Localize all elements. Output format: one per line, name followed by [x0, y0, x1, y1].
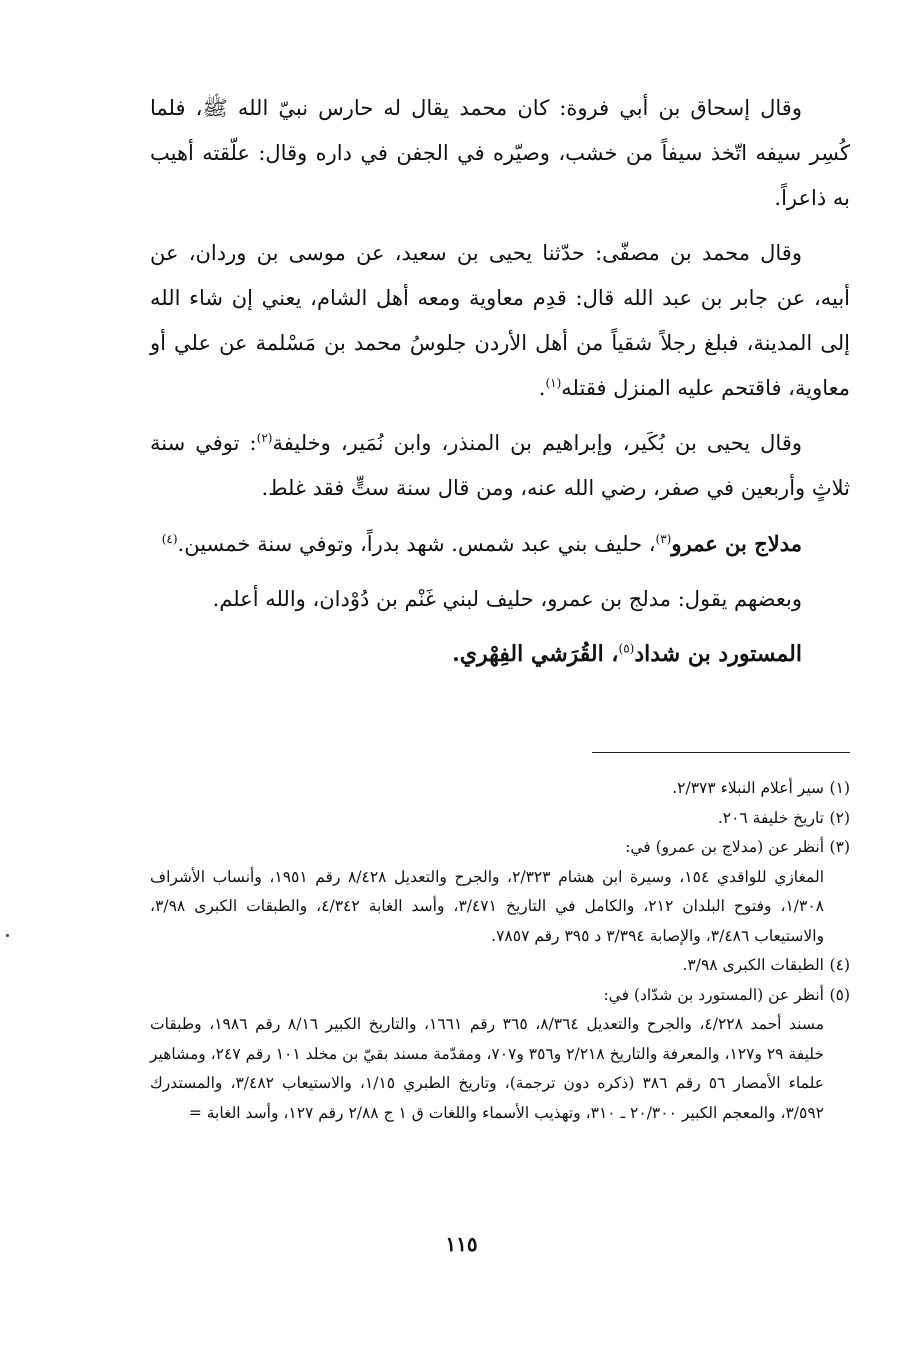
entry-heading-tail: ، القُرَشي الفِهْري.: [452, 641, 619, 667]
footnote-number: (٢): [829, 808, 850, 827]
footnote-number: (١): [829, 779, 850, 797]
footnote-text: سير أعلام النبلاء ٢/٣٧٣.: [672, 779, 824, 797]
paragraph-tail: .: [538, 376, 546, 400]
footnote-ref[interactable]: (٣): [655, 532, 672, 546]
footnote-text: أنظر عن (المستورد بن شدّاد) في:: [603, 985, 824, 1004]
paragraph-3: [150, 421, 850, 511]
footnote-text: الطبقات الكبرى ٣/٩٨.: [682, 956, 824, 974]
entry-name: المستورد بن شداد: [634, 641, 802, 667]
footnote-ref[interactable]: (٤): [161, 532, 178, 546]
main-text: [150, 86, 850, 677]
paragraph-2: [150, 231, 850, 411]
paragraph-text: وقال إسحاق بن أبي فروة: كان محمد يقال له حارس نبيّ الله ﷺ، فلما كُسِر سيفه اتّخذ سيفاً من خشب، وصيّره في الجفن في داره وقال: علّقته أهيب به ذاعراً.: [150, 96, 850, 210]
footnote-number: (٣): [829, 838, 850, 856]
footnote-ref[interactable]: (١): [545, 376, 562, 390]
footnotes: [150, 774, 850, 1128]
footnote-5-sources: مسند أحمد ٤/٢٢٨، والجرح والتعديل ٨/٣٦٤، ٣٦٥ رقم ١٦٦١، والتاريخ الكبير ٨/١٦ رقم ١٩٨٦، وطبقات خليفة ٢٩ و١٢٧، والمعرفة والتاريخ ٢/٢١٨ و٣٥٦ و٧٠٧، ومقدّمة مسند بقيّ بن مخلد ١٠١ رقم ٢٤٧، ومشاهير علماء الأمصار ٥٦ رقم ٣٨٦ (ذكره دون ترجمة)، وتاريخ الطبري ١/١٥، والاستيعاب ٣/٤٨٢، والمستدرك ٣/٥٩٢، والمعجم الكبير ٢٠/٣٠٠ ـ ٣١٠، وتهذيب الأسماء واللغات ق ١ ج ٢/٨٨ رقم ١٢٧، وأسد الغابة =: [150, 1015, 824, 1122]
footnote-3-sources: المغازي للواقدي ١٥٤، وسيرة ابن هشام ٢/٣٢٣، والجرح والتعديل ٨/٤٢٨ رقم ١٩٥١، وأنساب الأشراف ١/٣٠٨، وفتوح البلدان ٢١٢، والكامل في التاريخ ٣/٤٧١، وأسد الغابة ٤/٣٤٢، والطبقات الكبرى ٣/٩٨، والاستيعاب ٣/٤٨٦، والإصابة ٣/٣٩٤ د ٣٩٥ رقم ٧٨٥٧.: [150, 867, 825, 945]
footnote-text: أنظر عن (مدلاج بن عمرو) في:: [625, 838, 824, 856]
footnote-2: [150, 804, 850, 834]
page-number: ١١٥: [445, 1232, 478, 1256]
entry-name: مدلاج بن عمرو: [671, 531, 802, 556]
scan-speck: [6, 934, 9, 937]
footnote-5: [150, 981, 850, 1011]
footnote-number: (٥): [829, 985, 850, 1004]
footnote-1: [150, 774, 850, 804]
paragraph-text: وقال محمد بن مصفّى: حدّثنا يحيى بن سعيد، عن موسى بن وردان، عن أبيه، عن جابر بن عبد الله قال: قدِم معاوية ومعه أهل الشام، يعني إن شاء الله إلى المدينة، فبلغ رجلاً شقياً من أهل الأردن جلوسُ محمد بن مَسْلمة عن علي أو معاوية، فاقتحم عليه المنزل فقتله: [150, 241, 850, 400]
footnote-number: (٤): [829, 956, 850, 974]
paragraph-5: [150, 577, 850, 622]
paragraph-text: وبعضهم يقول: مدلج بن عمرو، حليف لبني غَنْم بن دُوْدان، والله أعلم.: [212, 587, 802, 611]
footnote-ref[interactable]: (٥): [618, 641, 635, 656]
paragraph-text: وقال يحيى بن بُكَير، وإبراهيم بن المنذر، وابن نُمَير، وخليفة: [272, 431, 802, 455]
paragraph-1: [150, 86, 850, 221]
paragraph-text: ، حليف بني عبد شمس. شهد بدراً، وتوفي سنة خمسين.: [177, 532, 656, 556]
footnote-ref[interactable]: (٢): [256, 431, 273, 445]
footnote-4: [150, 951, 850, 981]
footnote-3: [150, 833, 850, 863]
paragraph-tail: : توفي سنة ثلاثٍ وأربعين في صفر، رضي الله عنه، ومن قال سنة ستٍّ فقد غلط.: [150, 431, 850, 500]
footnote-text: تاريخ خليفة ٢٠٦.: [717, 808, 824, 827]
paragraph-4: [150, 521, 850, 567]
entry-heading: [150, 632, 850, 677]
footnote-separator: [592, 752, 850, 753]
